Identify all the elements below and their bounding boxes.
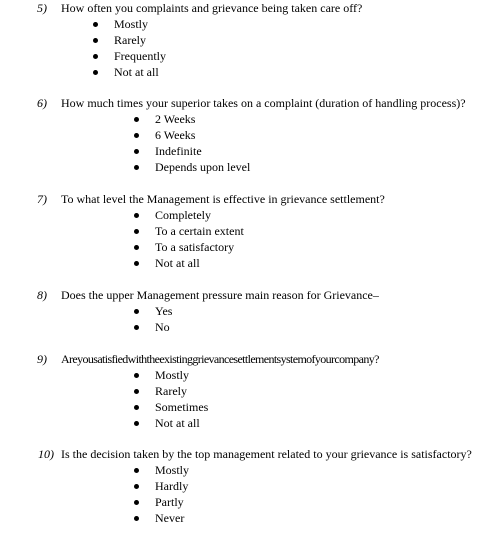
question-text: How much times your superior takes on a complaint (duration of handling process)? bbox=[61, 96, 466, 110]
question-number: 6) bbox=[37, 96, 47, 110]
option-item bbox=[0, 16, 486, 32]
option-item bbox=[0, 303, 486, 319]
bullet-icon bbox=[134, 213, 139, 218]
bullet-icon bbox=[134, 484, 139, 489]
bullet-icon bbox=[134, 165, 139, 170]
question-text: To what level the Management is effective in grievance settlement? bbox=[61, 192, 385, 206]
question-number: 9) bbox=[37, 352, 47, 366]
option-item bbox=[0, 111, 486, 127]
option-list bbox=[0, 111, 486, 175]
option-label: Not at all bbox=[155, 256, 200, 270]
question-line bbox=[0, 0, 486, 16]
bullet-icon bbox=[134, 405, 139, 410]
bullet-icon bbox=[134, 516, 139, 521]
option-label: Depends upon level bbox=[155, 160, 251, 174]
bullet-icon bbox=[134, 245, 139, 250]
question-number: 7) bbox=[37, 192, 47, 206]
option-item bbox=[0, 143, 486, 159]
bullet-icon bbox=[134, 373, 139, 378]
bullet-icon bbox=[134, 421, 139, 426]
option-label: Yes bbox=[155, 304, 173, 318]
option-list bbox=[0, 207, 486, 271]
question-line bbox=[0, 191, 486, 207]
option-item bbox=[0, 462, 486, 478]
option-label: Mostly bbox=[155, 463, 190, 477]
option-list bbox=[0, 367, 486, 431]
option-label: No bbox=[155, 320, 170, 334]
question-number: 5) bbox=[37, 1, 47, 15]
question-text: How often you complaints and grievance being taken care off? bbox=[61, 1, 363, 15]
bullet-icon bbox=[93, 22, 98, 27]
option-item bbox=[0, 159, 486, 175]
option-label: Rarely bbox=[155, 384, 187, 398]
bullet-icon bbox=[134, 229, 139, 234]
option-label: Sometimes bbox=[155, 400, 209, 414]
question-7 bbox=[0, 191, 486, 271]
option-label: Partly bbox=[155, 495, 184, 509]
option-item bbox=[0, 399, 486, 415]
option-item bbox=[0, 415, 486, 431]
option-label: Mostly bbox=[114, 17, 149, 31]
bullet-icon bbox=[134, 309, 139, 314]
option-item bbox=[0, 510, 486, 526]
question-line bbox=[0, 287, 486, 303]
bullet-icon bbox=[134, 117, 139, 122]
option-label: Frequently bbox=[114, 49, 166, 63]
option-label: To a certain extent bbox=[155, 224, 244, 238]
question-text: Is the decision taken by the top management related to your grievance is satisfactory? bbox=[61, 447, 472, 461]
bullet-icon bbox=[134, 149, 139, 154]
option-item bbox=[0, 478, 486, 494]
question-number: 10) bbox=[38, 447, 54, 461]
option-item bbox=[0, 239, 486, 255]
option-item bbox=[0, 255, 486, 271]
bullet-icon bbox=[134, 261, 139, 266]
question-line bbox=[0, 95, 486, 111]
option-label: Indefinite bbox=[155, 144, 202, 158]
option-item bbox=[0, 48, 486, 64]
option-item bbox=[0, 494, 486, 510]
option-item bbox=[0, 127, 486, 143]
question-10 bbox=[0, 446, 486, 526]
option-label: 6 Weeks bbox=[155, 128, 196, 142]
option-item bbox=[0, 223, 486, 239]
option-label: Mostly bbox=[155, 368, 190, 382]
option-item bbox=[0, 32, 486, 48]
bullet-icon bbox=[134, 325, 139, 330]
option-label: Rarely bbox=[114, 33, 146, 47]
option-list bbox=[0, 16, 486, 80]
option-label: To a satisfactory bbox=[155, 240, 235, 254]
option-item bbox=[0, 64, 486, 80]
question-9 bbox=[0, 351, 486, 431]
bullet-icon bbox=[134, 389, 139, 394]
option-list bbox=[0, 303, 486, 335]
question-line bbox=[0, 351, 486, 367]
question-text: Does the upper Management pressure main reason for Grievance– bbox=[61, 288, 379, 302]
bullet-icon bbox=[134, 468, 139, 473]
question-6 bbox=[0, 95, 486, 175]
bullet-icon bbox=[134, 500, 139, 505]
question-line bbox=[0, 446, 486, 462]
bullet-icon bbox=[93, 38, 98, 43]
option-item bbox=[0, 207, 486, 223]
bullet-icon bbox=[93, 54, 98, 59]
option-label: Hardly bbox=[155, 479, 189, 493]
bullet-icon bbox=[134, 133, 139, 138]
option-item bbox=[0, 383, 486, 399]
option-item bbox=[0, 367, 486, 383]
option-label: Completely bbox=[155, 208, 211, 222]
option-label: Not at all bbox=[155, 416, 200, 430]
question-8 bbox=[0, 287, 486, 335]
bullet-icon bbox=[93, 70, 98, 75]
question-number: 8) bbox=[37, 288, 47, 302]
option-label: Not at all bbox=[114, 65, 159, 79]
option-label: 2 Weeks bbox=[155, 112, 196, 126]
option-list bbox=[0, 462, 486, 526]
option-label: Never bbox=[155, 511, 185, 525]
question-5 bbox=[0, 0, 486, 80]
option-item bbox=[0, 319, 486, 335]
question-text: Areyousatisfiedwiththeexistinggrievancesettlementsystemofyourcompany? bbox=[61, 352, 379, 366]
